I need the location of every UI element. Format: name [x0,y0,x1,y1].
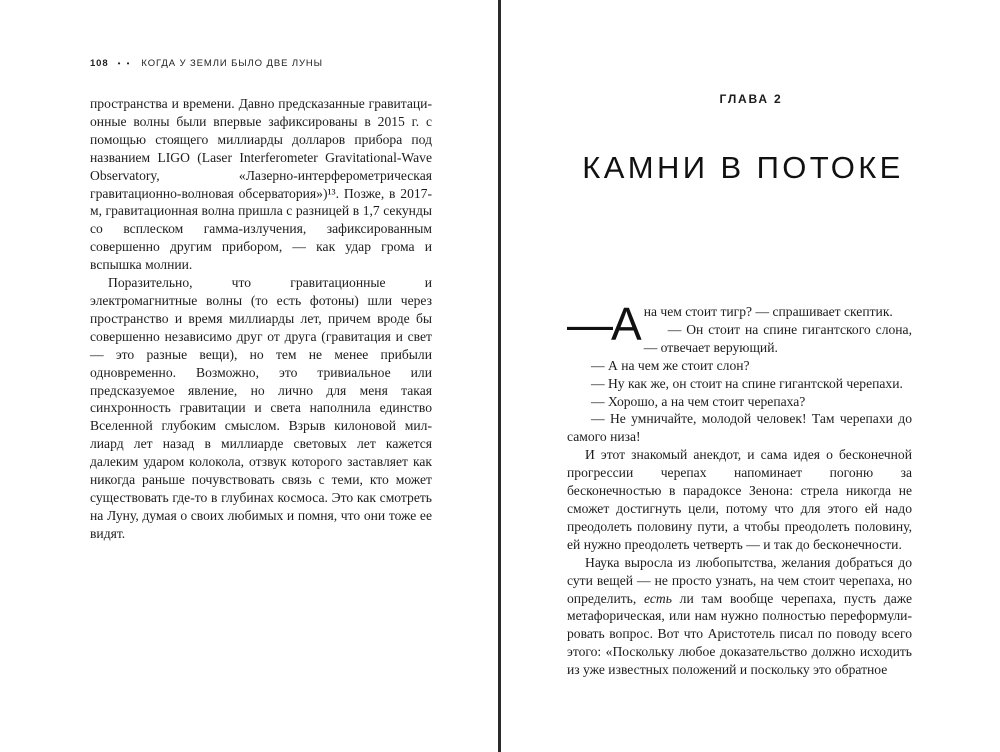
right-body-text [567,298,912,679]
emphasis-word: есть [644,590,672,606]
right-paragraph-2-end: ли там вообще черепаха, пусть даже метафорическая, или нам нужно полностью переформулировать вопрос. Вот что Аристотель писал по поводу всего этого: «Поскольку любое доказательство должно исходить из уже известных положений и поскольку это обратное [567,590,912,678]
right-paragraph-1: И этот знакомый анекдот, и сама идея о бесконечной прогрессии черепах напоминает погоню за бесконечностью в парадоксе Зенона: стрела никогда не сможет достигнуть цели, потому что для этого ей надо преодолеть половину пути, а чтобы преодолеть половину, ей нужно преодолеть четверть — и так до бесконечности. [567,447,912,552]
page-number: 108 [90,58,109,69]
book-spine [498,0,501,752]
dialog-line-1: — Он стоит на спине гигантского слона, — отвечает верующий. [643,321,912,355]
dialog-line-3: — Ну как же, он стоит на спине гигантской черепахи. [591,375,903,391]
right-paragraph-2 [567,554,912,679]
left-paragraph-1: пространства и времени. Давно предсказанные гравитационные волны были впервые зафиксированы в 2015 г. с помощью стоящего миллиарды долларов прибора под названием LIGO (Laser Interferometer Gravitational-Wave Observatory, «Лазерно-интерферометрическая гравитационно-волновая обсерватория»)¹³. Позже, в 2017-м, гравитационная волна пришла с разницей в 1,7 секунды со всплеском гамма-излучения, зафиксированным совершенно другим прибором, — как удар грома и вспышка молнии. [90,96,432,273]
left-paragraph-2: Поразительно, что гравитационные и электромагнитные волны (то есть фотоны) шли через пространство и время миллиарды лет, причем вроде бы совершенно независимо друг от друга (гравитация и свет — это разные вещи), но тем не менее прибыли одновременно. Возможно, это тривиальное или предсказуемое явление, но лично для меня такая синхронность гравитации и света наполнила единство Вселенной глубоким смыслом. Взрыв килоновой миллиард лет назад в миллиарде световых лет кажется далеким ударом колокола, отзвук которого заставляет как никогда раньше почувствовать связь с теми, кто может существовать где-то в глубинах космоса. Это как смотреть на Луну, думая о своих любимых и помня, что они тоже ее видят. [90,275,432,541]
running-head [90,58,323,69]
running-title: КОГДА У ЗЕМЛИ БЫЛО ДВЕ ЛУНЫ [141,58,323,69]
chapter-label: ГЛАВА 2 [719,92,783,106]
separator-dots: • • [117,59,132,68]
dialog-line-2: — А на чем же стоит слон? [591,357,750,373]
chapter-title: КАМНИ В ПОТОКЕ [582,150,904,185]
dialog-line-4: — Хорошо, а на чем стоит черепаха? [591,393,806,409]
left-body-text [90,95,432,543]
opening-line-text: на чем стоит тигр? — спрашивает скептик. [643,304,893,319]
dialog-line-5: — Не умничайте, молодой человек! Там черепахи до самого низа! [567,411,912,445]
drop-cap: —А [567,298,640,350]
right-paragraph-2-start: Наука выросла из любопытства, желания добраться до сути вещей — не просто узнать, на чем стоит черепаха, но определить, [567,554,912,606]
